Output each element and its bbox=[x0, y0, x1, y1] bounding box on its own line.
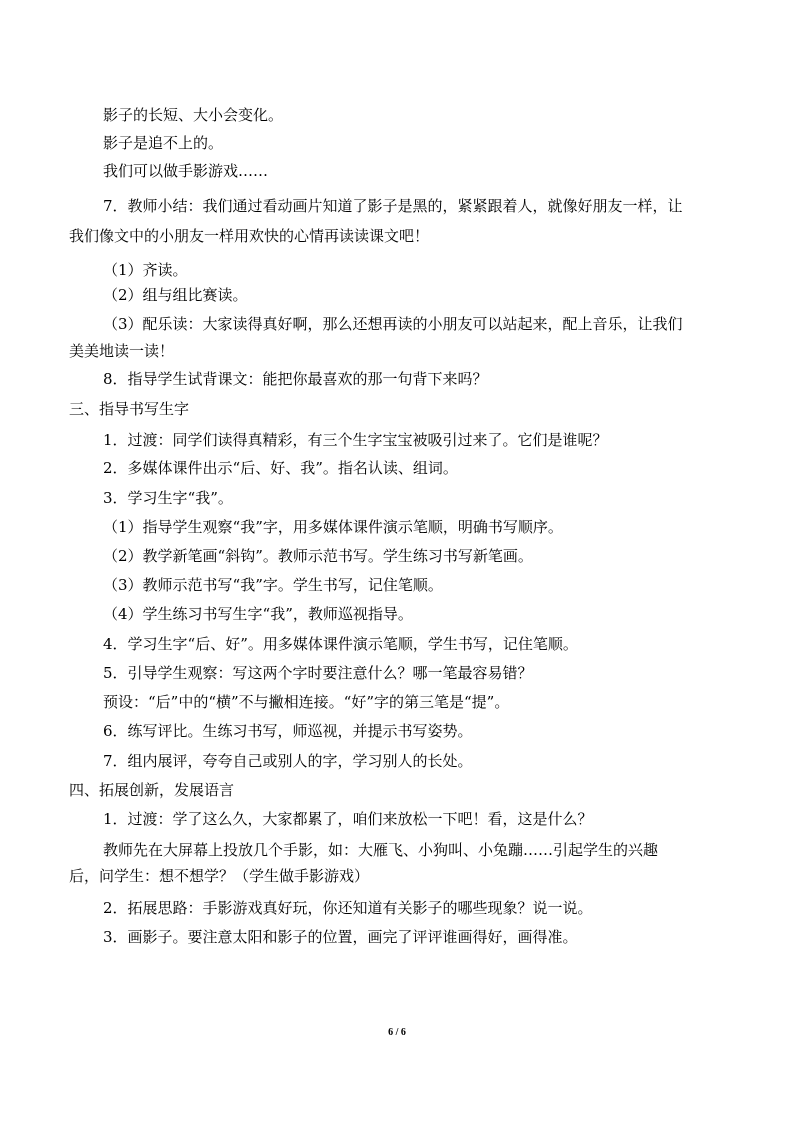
text-line: 6．练写评比。生练习书写，师巡视，并提示书写姿势。 bbox=[103, 722, 473, 740]
text-line: 1．过渡：学了这么久，大家都累了，咱们来放松一下吧！看，这是什么？ bbox=[103, 810, 593, 828]
text-line: 美美地读一读！ bbox=[69, 342, 175, 360]
text-line: 影子是追不上的。 bbox=[103, 134, 224, 152]
text-line: 2．多媒体课件出示“后、好、我”。指名认读、组词。 bbox=[103, 459, 458, 477]
page-number: 6 / 6 bbox=[388, 1027, 406, 1038]
text-line: （2）组与组比赛读。 bbox=[103, 286, 248, 304]
text-line: （1）指导学生观察“我”字，用多媒体课件演示笔顺，明确书写顺序。 bbox=[103, 518, 563, 536]
section-heading: 四、拓展创新，发展语言 bbox=[69, 781, 235, 799]
text-line: （1）齐读。 bbox=[103, 261, 188, 279]
text-line: 2．拓展思路：手影游戏真好玩，你还知道有关影子的哪些现象？说一说。 bbox=[103, 899, 593, 917]
text-line: （3）配乐读：大家读得真好啊，那么还想再读的小朋友可以站起来，配上音乐，让我们 bbox=[103, 315, 683, 333]
text-line: 我们可以做手影游戏…… bbox=[103, 162, 269, 180]
text-line: （2）教学新笔画“斜钩”。教师示范书写。学生练习书写新笔画。 bbox=[103, 547, 533, 565]
text-line: 预设：“后”中的“横”不与撇相连接。“好”字的第三笔是“提”。 bbox=[103, 693, 510, 711]
text-line: 后，问学生：想不想学？（学生做手影游戏） bbox=[69, 867, 370, 885]
text-line: 1．过渡：同学们读得真精彩，有三个生字宝宝被吸引过来了。它们是谁呢？ bbox=[103, 431, 608, 449]
text-line: 5．引导学生观察：写这两个字时要注意什么？哪一笔最容易错？ bbox=[103, 664, 533, 682]
text-line: 3．画影子。要注意太阳和影子的位置，画完了评评谁画得好，画得准。 bbox=[103, 928, 578, 946]
text-line: 影子的长短、大小会变化。 bbox=[103, 106, 284, 124]
text-line: （3）教师示范书写“我”字。学生书写，记住笔顺。 bbox=[103, 576, 443, 594]
text-line: 教师先在大屏幕上投放几个手影，如：大雁飞、小狗叫、小兔蹦……引起学生的兴趣 bbox=[103, 841, 659, 859]
text-line: 4．学习生字“后、好”。用多媒体课件演示笔顺，学生书写，记住笔顺。 bbox=[103, 635, 578, 653]
text-line: 7．组内展评，夸夸自己或别人的字，学习别人的长处。 bbox=[103, 752, 473, 770]
text-line: 我们像文中的小朋友一样用欢快的心情再读读课文吧！ bbox=[69, 227, 430, 245]
text-line: 3．学习生字“我”。 bbox=[103, 489, 233, 507]
section-heading: 三、指导书写生字 bbox=[69, 400, 190, 418]
text-line: 7．教师小结：我们通过看动画片知道了影子是黑的，紧紧跟着人，就像好朋友一样，让 bbox=[103, 197, 683, 215]
text-line: 8．指导学生试背课文：能把你最喜欢的那一句背下来吗？ bbox=[103, 370, 488, 388]
text-line: （4）学生练习书写生字“我”，教师巡视指导。 bbox=[103, 605, 413, 623]
